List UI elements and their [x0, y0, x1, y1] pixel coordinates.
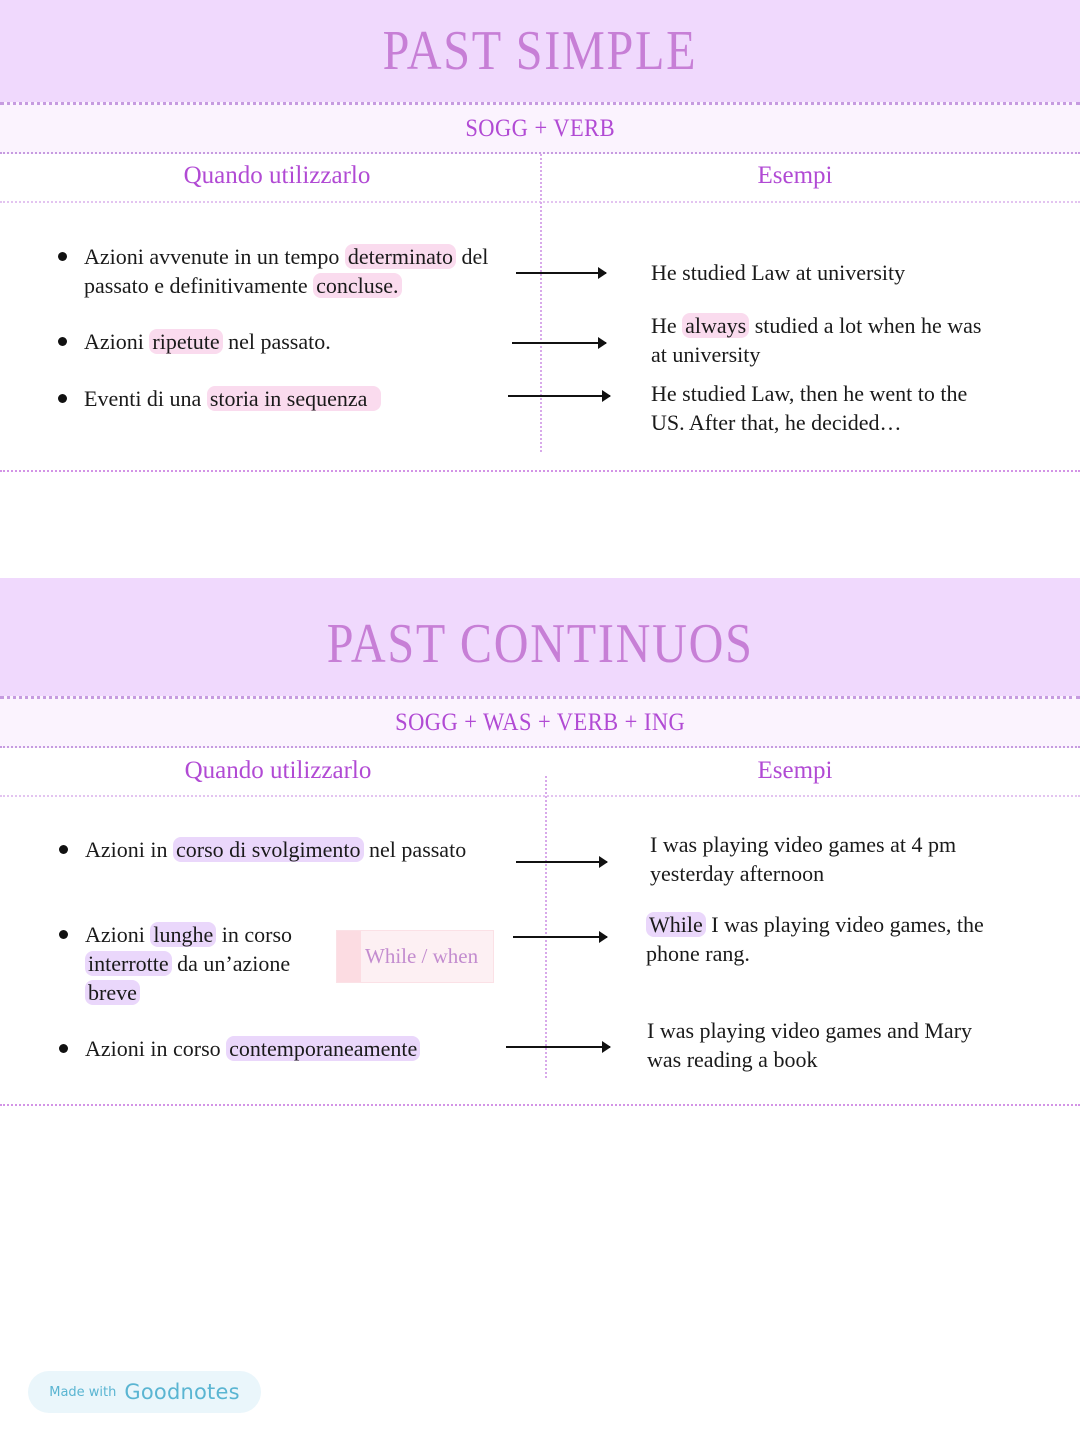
example-text: He studied Law at university [651, 260, 906, 285]
header-divider [0, 795, 1080, 797]
section-title: PAST SIMPLE [382, 20, 698, 82]
usage-item: Eventi di una storia in sequenza [84, 384, 524, 413]
highlight: determinato [345, 244, 456, 269]
column-header-usage: Quando utilizzarlo [183, 162, 371, 189]
past-simple-formula-band [0, 102, 1080, 154]
past-continuos-title-band [0, 578, 1080, 696]
bullet-icon [59, 930, 68, 939]
usage-item: Azioni ripetute nel passato. [84, 327, 524, 356]
example-text: He always studied a lot when he was at university [651, 313, 982, 367]
made-with-goodnotes-badge[interactable] [28, 1371, 261, 1413]
column-divider [540, 154, 542, 452]
sticky-note-tab [337, 931, 361, 982]
bullet-icon [59, 845, 68, 854]
highlight: corso di svolgimento [173, 837, 364, 862]
usage-item: Azioni in corso di svolgimento nel passato [85, 835, 505, 864]
past-continuos-formula-band [0, 696, 1080, 748]
bullet-icon [59, 1044, 68, 1053]
example-text: He studied Law, then he went to the US. After that, he decided… [651, 381, 968, 435]
section-end-divider [0, 1104, 1080, 1106]
highlight: While [646, 912, 706, 937]
arrow-right-icon [508, 395, 610, 397]
highlight: ripetute [149, 329, 222, 354]
arrow-right-icon [513, 936, 607, 938]
arrow-right-icon [516, 272, 606, 274]
arrow-right-icon [516, 861, 607, 863]
bullet-icon [58, 252, 67, 261]
column-divider [545, 776, 547, 1078]
sticky-note [336, 930, 494, 983]
highlight: lunghe [150, 922, 216, 947]
highlight: interrotte [85, 951, 172, 976]
highlight: concluse. [313, 273, 401, 298]
usage-item: Azioni lunghe in corso interrotte da un’azione breve [85, 920, 325, 1007]
column-header-examples: Esempi [757, 757, 833, 784]
example-text: I was playing video games and Mary was reading a book [647, 1018, 973, 1072]
badge-brand: Goodnotes [124, 1380, 240, 1404]
column-header-usage: Quando utilizzarlo [184, 757, 372, 784]
example-text: While I was playing video games, the phone rang. [646, 912, 984, 966]
bullet-icon [58, 337, 67, 346]
formula: SOGG + WAS + VERB + ING [394, 708, 686, 736]
column-header-examples: Esempi [757, 162, 833, 189]
badge-prefix: Made with [49, 1384, 117, 1400]
section-end-divider [0, 470, 1080, 472]
example-text: I was playing video games at 4 pm yesterday afternoon [650, 832, 957, 886]
usage-item: Azioni in corso contemporaneamente [85, 1034, 505, 1063]
highlight: contemporaneamente [226, 1036, 420, 1061]
sticky-note-label: While / when [365, 944, 479, 968]
past-simple-title-band [0, 0, 1080, 102]
highlight: always [682, 313, 749, 338]
arrow-right-icon [506, 1046, 610, 1048]
usage-item: Azioni avvenute in un tempo determinato del passato e definitivamente concluse. [84, 242, 524, 300]
bullet-icon [58, 394, 67, 403]
arrow-right-icon [512, 342, 606, 344]
highlight: breve [85, 980, 140, 1005]
section-title: PAST CONTINUOS [326, 613, 754, 675]
formula: SOGG + VERB [465, 114, 615, 142]
highlight: storia in sequenza [207, 386, 382, 411]
